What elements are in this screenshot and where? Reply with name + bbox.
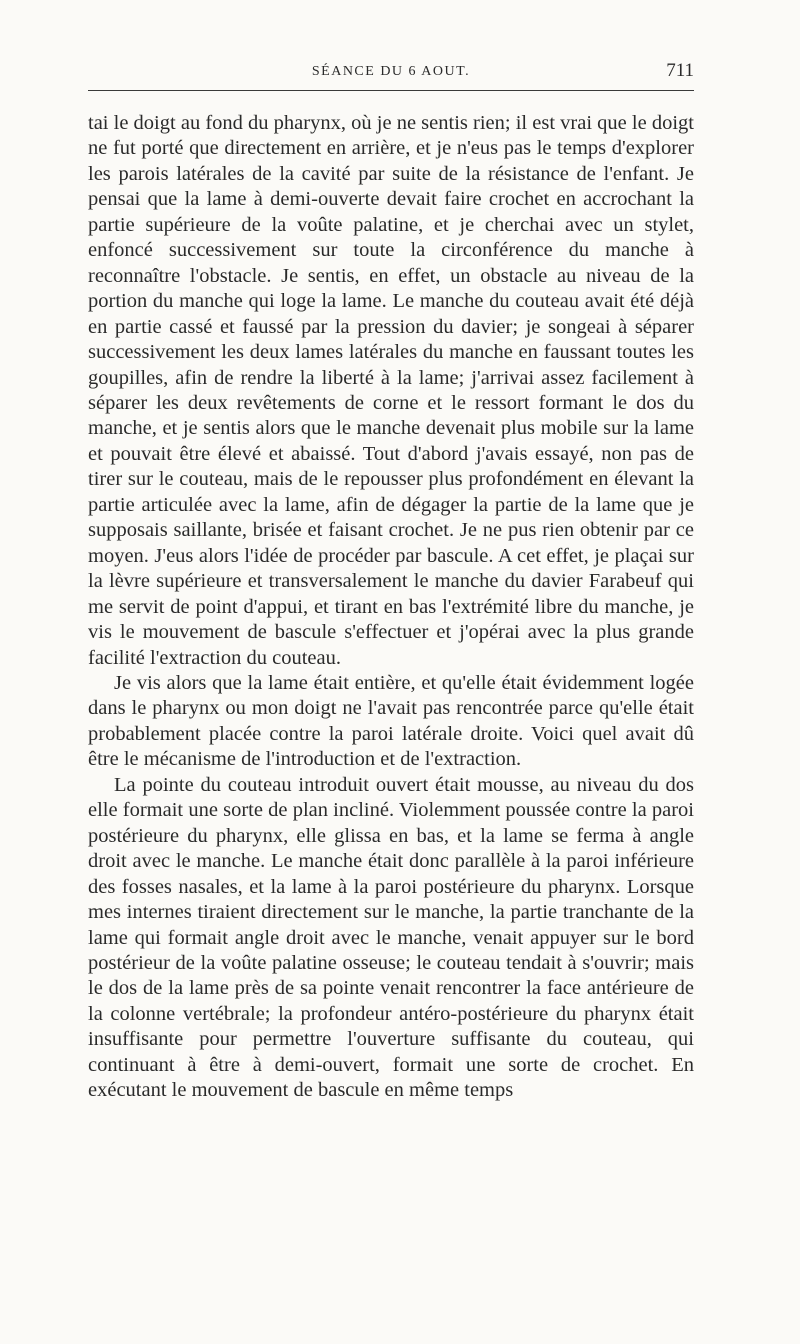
paragraph-1: tai le doigt au fond du pharynx, où je ne sentis rien; il est vrai que le doigt ne fut porté que directement en arrière, et je n'eus pas le temps d'explorer les parois latérales de la cavité par suite de la résistance de l'enfant. Je pensai que la lame à demi-ouverte devait faire crochet en accrochant la partie supérieure de la voûte palatine, et je cherchai avec un stylet, enfoncé successivement sur toute la circonférence du manche à reconnaître l'obstacle. Je sentis, en effet, un obstacle au niveau de la portion du manche qui loge la lame. Le manche du couteau avait été déjà en partie cassé et faussé par la pression du davier; je songeai à séparer successivement les deux lames latérales du manche en faussant toutes les goupilles, afin de rendre la liberté à la lame; j'arrivai assez facilement à séparer les deux revêtements de corne et le ressort formant le dos du manche, et je sentis alors que le manche devenait plus mobile sur la lame et pouvait être élevé et abaissé. Tout d'abord j'avais essayé, non pas de tirer sur le couteau, mais de le repousser plus profondément en élevant la partie articulée avec la lame, afin de dégager la partie de la lame que je supposais saillante, brisée et faisant crochet. Je ne pus rien obtenir par ce moyen. J'eus alors l'idée de procéder par bascule. A cet effet, je plaçai sur la lèvre supérieure et transversalement le manche du davier Farabeuf qui me servit de point d'appui, et tirant en bas l'extrémité libre du manche, je vis le mouvement de bascule s'effectuer et j'opérai avec la plus grande facilité l'extraction du couteau. xyxy=(88,112,694,669)
running-head xyxy=(88,58,694,88)
running-title: SÉANCE DU 6 AOUT. xyxy=(311,64,471,79)
paragraph-3: La pointe du couteau introduit ouvert était mousse, au niveau du dos elle formait une sorte de plan incliné. Violemment poussée contre la paroi postérieure du pharynx, elle glissa en bas, et la lame se ferma à angle droit avec le manche. Le manche était donc parallèle à la paroi inférieure des fosses nasales, et la lame à la paroi postérieure du pharynx. Lorsque mes internes tiraient directement sur le manche, la partie tranchante de la lame qui formait angle droit avec le manche, venait appuyer sur le bord postérieur de la voûte palatine osseuse; le couteau tendait à s'ouvrir; mais le dos de la lame près de sa pointe venait rencontrer la face antérieure de la colonne vertébrale; la profondeur antéro-postérieure du pharynx était insuffisante pour permettre l'ouverture suffisante du couteau, qui continuant à être à demi-ouvert, formait une sorte de crochet. En exécutant le mouvement de bascule en même temps xyxy=(88,773,694,1102)
paragraph-2: Je vis alors que la lame était entière, et qu'elle était évidemment logée dans le pharynx ou mon doigt ne l'avait pas rencontrée parce qu'elle était probablement placée contre la paroi latérale droite. Voici quel avait dû être le mécanisme de l'introduction et de l'extraction. xyxy=(88,671,694,771)
header-rule xyxy=(88,90,694,91)
page-number: 711 xyxy=(666,60,694,81)
body-text xyxy=(88,111,694,1104)
book-page xyxy=(88,58,694,1104)
